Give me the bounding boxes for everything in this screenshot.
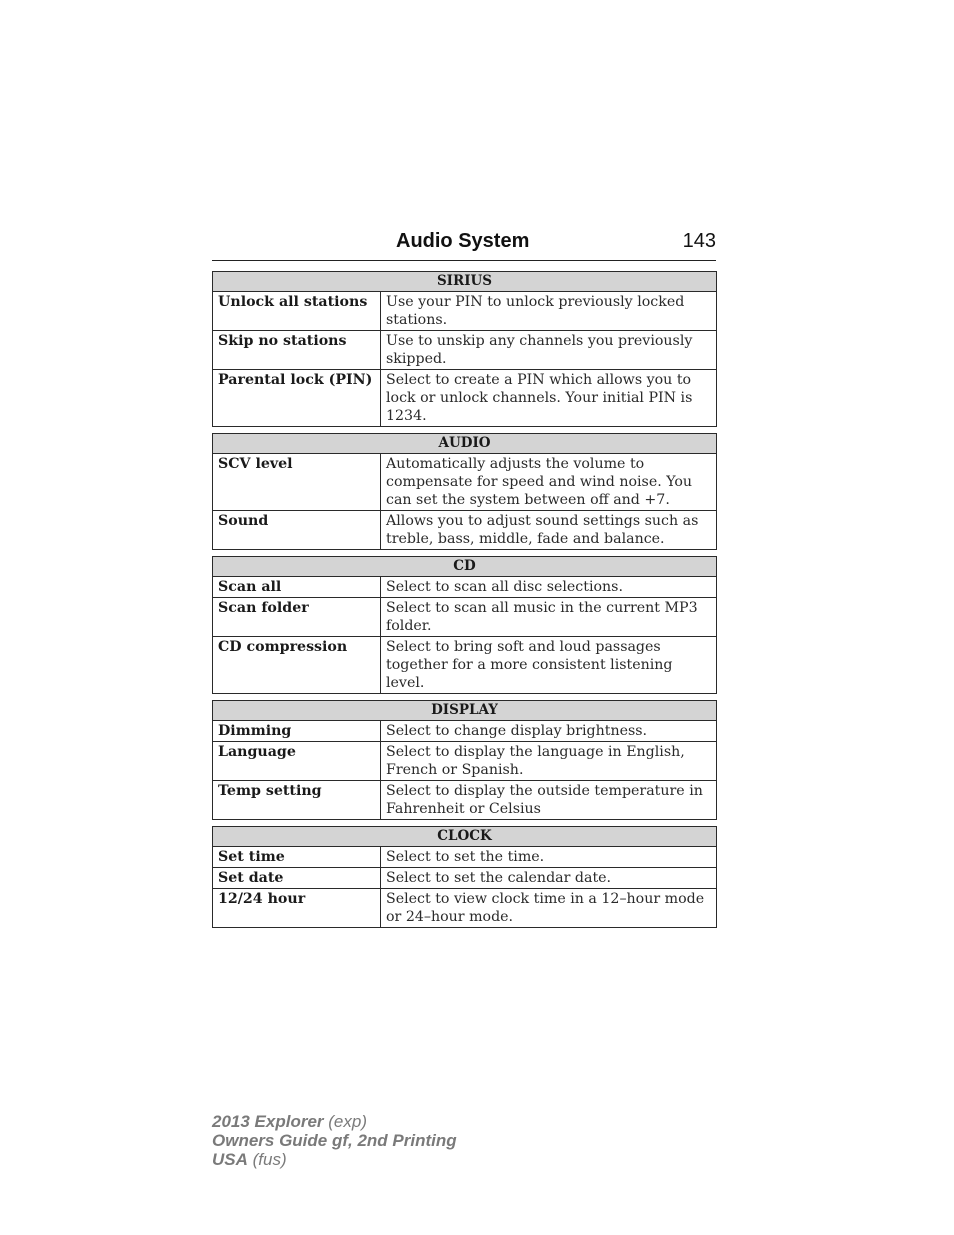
section-table-clock [212,826,717,928]
setting-description: Select to change display brightness. [381,721,717,742]
table-row [213,577,717,598]
setting-description: Automatically adjusts the volume to compensate for speed and wind noise. You can set the system between off and +7. [381,454,717,511]
setting-description: Allows you to adjust sound settings such as treble, bass, middle, fade and balance. [381,511,717,550]
setting-name: Sound [213,511,381,550]
footer-line-2 [212,1131,457,1150]
table-row [213,292,717,331]
page-number: 143 [682,230,716,252]
page-footer [212,1112,457,1169]
setting-description: Use to unskip any channels you previously skipped. [381,331,717,370]
setting-name: Temp setting [213,781,381,820]
table-row [213,781,717,820]
setting-name: Set date [213,868,381,889]
setting-name: 12/24 hour [213,889,381,928]
section-heading: AUDIO [213,434,717,454]
footer-market: USA [212,1150,248,1169]
setting-name: Scan all [213,577,381,598]
table-row [213,331,717,370]
setting-description: Select to display the outside temperature in Fahrenheit or Celsius [381,781,717,820]
table-row [213,889,717,928]
table-row [213,868,717,889]
table-row [213,847,717,868]
setting-description: Select to scan all music in the current MP3 folder. [381,598,717,637]
setting-name: Dimming [213,721,381,742]
setting-description: Select to set the calendar date. [381,868,717,889]
table-row [213,637,717,694]
section-table-audio [212,433,717,550]
setting-name: Set time [213,847,381,868]
setting-name: SCV level [213,454,381,511]
section-table-cd [212,556,717,694]
section-heading: DISPLAY [213,701,717,721]
table-row [213,598,717,637]
section-heading: SIRIUS [213,272,717,292]
setting-name: Skip no stations [213,331,381,370]
setting-name: Parental lock (PIN) [213,370,381,427]
footer-line-1 [212,1112,457,1131]
table-row [213,511,717,550]
setting-name: Language [213,742,381,781]
table-row [213,721,717,742]
setting-description: Select to view clock time in a 12–hour mode or 24–hour mode. [381,889,717,928]
section-table-display [212,700,717,820]
setting-name: CD compression [213,637,381,694]
page-header [212,228,716,261]
section-heading: CD [213,557,717,577]
page-title: Audio System [396,230,530,252]
section-heading: CLOCK [213,827,717,847]
setting-description: Select to set the time. [381,847,717,868]
footer-line-3 [212,1150,457,1169]
table-row [213,370,717,427]
setting-description: Use your PIN to unlock previously locked stations. [381,292,717,331]
setting-name: Scan folder [213,598,381,637]
setting-description: Select to bring soft and loud passages together for a more consistent listening level. [381,637,717,694]
setting-description: Select to display the language in English, French or Spanish. [381,742,717,781]
setting-description: Select to create a PIN which allows you to lock or unlock channels. Your initial PIN is 1234. [381,370,717,427]
settings-tables [212,271,716,934]
setting-name: Unlock all stations [213,292,381,331]
footer-model: 2013 Explorer [212,1112,324,1131]
section-table-sirius [212,271,717,427]
setting-description: Select to scan all disc selections. [381,577,717,598]
footer-model-code: (exp) [328,1112,367,1131]
table-row [213,454,717,511]
table-row [213,742,717,781]
footer-guide: Owners Guide gf, 2nd Printing [212,1131,457,1150]
footer-market-code: (fus) [252,1150,287,1169]
